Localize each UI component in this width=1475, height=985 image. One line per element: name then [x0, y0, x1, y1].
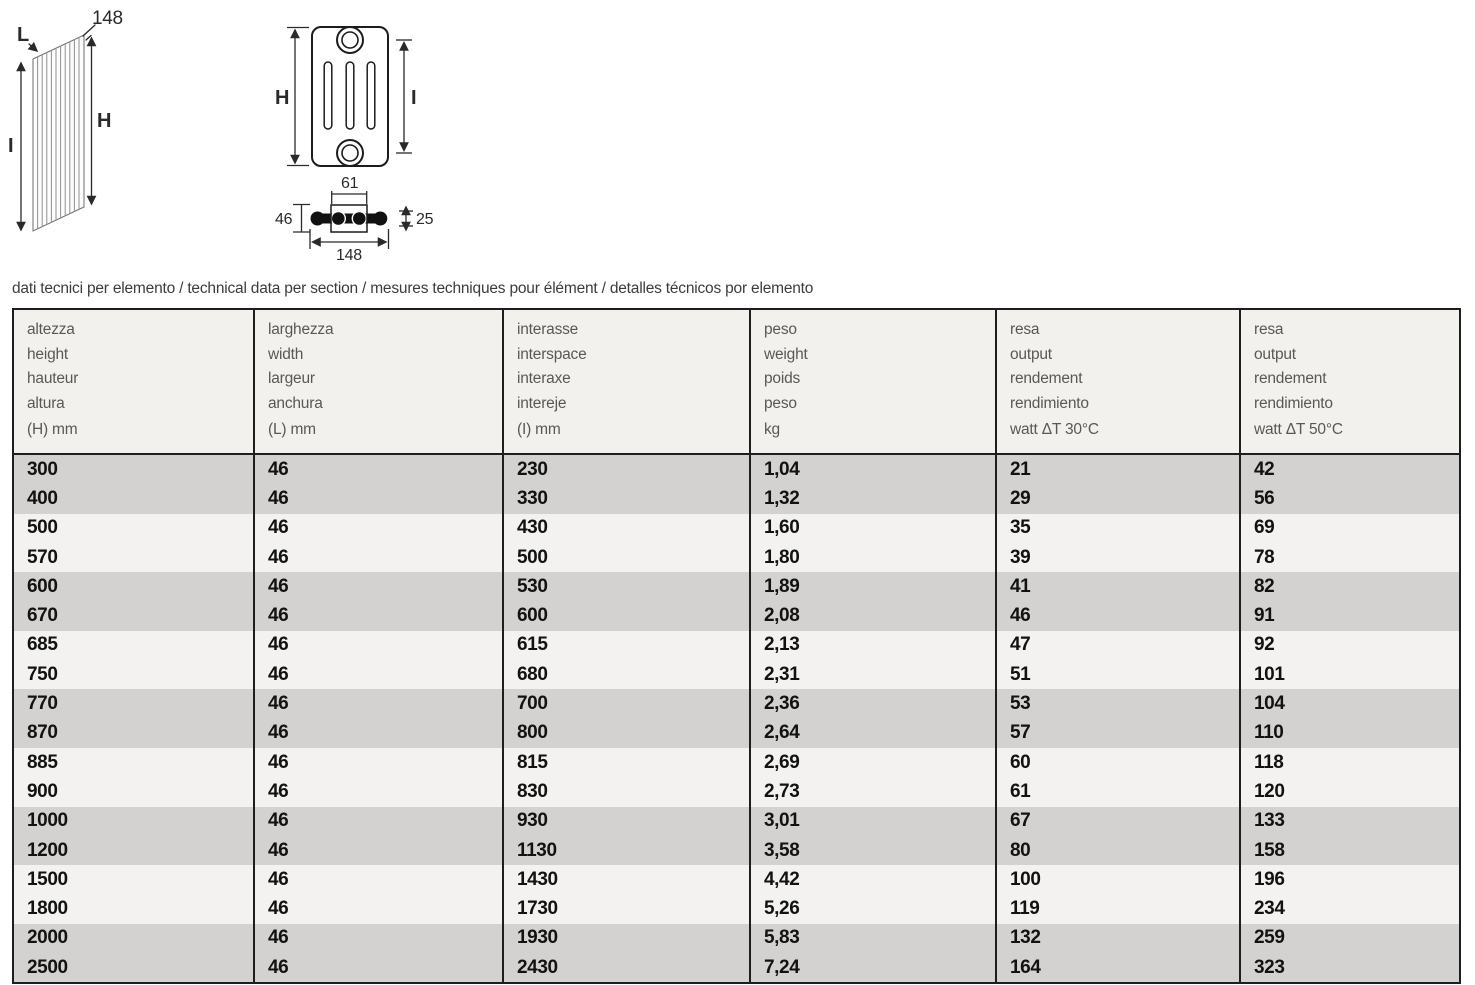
- table-cell: 46: [997, 601, 1241, 630]
- table-cell: 56: [1254, 487, 1275, 509]
- table-cell: 570: [14, 543, 255, 572]
- column-header-output-dt50: [1241, 310, 1459, 453]
- table-cell: 870: [14, 719, 255, 748]
- table-cell: 118: [1254, 751, 1284, 773]
- section-slots: [324, 62, 375, 129]
- table-cell: 750: [14, 660, 255, 689]
- column-label: output: [1254, 345, 1296, 363]
- table-cell: 815: [504, 748, 751, 777]
- table-cell: 530: [504, 572, 751, 601]
- column-label: hauteur: [27, 370, 79, 387]
- table-cell: 615: [504, 631, 751, 660]
- table-cell: 46: [255, 953, 504, 982]
- table-cell: 53: [997, 689, 1241, 718]
- table-cell: 196: [1254, 868, 1285, 890]
- table-cell: 259: [1254, 927, 1285, 949]
- table-cell: 78: [1254, 546, 1275, 568]
- table-cell: 1,04: [751, 455, 997, 484]
- table-cell: 1200: [14, 836, 255, 865]
- table-cell: 51: [997, 660, 1241, 689]
- table-cell: 110: [1254, 722, 1284, 744]
- side-width-dim-label: 148: [92, 8, 123, 29]
- table-cell: 46: [255, 484, 504, 513]
- table-cell: 5,83: [751, 924, 997, 953]
- table-cell: 230: [504, 455, 751, 484]
- table-cell: 685: [14, 631, 255, 660]
- column-label: rendimiento: [1010, 394, 1089, 412]
- radiator-dimension-diagram: [0, 0, 460, 272]
- table-cell: 430: [504, 514, 751, 543]
- table-cell: 2,73: [751, 777, 997, 806]
- table-cell: 700: [504, 689, 751, 718]
- column-label: rendimiento: [1254, 394, 1333, 412]
- table-cell: 100: [997, 865, 1241, 894]
- column-label: peso: [764, 321, 797, 338]
- table-cell: 69: [1254, 517, 1275, 539]
- table-cell: 61: [997, 777, 1241, 806]
- table-row: [14, 807, 1459, 836]
- table-row: [14, 865, 1459, 894]
- table-row: [14, 748, 1459, 777]
- table-cell: 46: [255, 689, 504, 718]
- side-i-label: I: [8, 135, 14, 157]
- column-label: larghezza: [268, 321, 334, 338]
- column-unit: (I) mm: [517, 420, 561, 438]
- table-cell: 21: [997, 455, 1241, 484]
- table-cell: 46: [255, 719, 504, 748]
- column-header-height: [14, 310, 255, 453]
- table-row: [14, 953, 1459, 982]
- table-cell: 46: [255, 924, 504, 953]
- column-label: rendement: [1010, 370, 1083, 387]
- table-cell: 930: [504, 807, 751, 836]
- table-row: [14, 924, 1459, 953]
- table-cell: 830: [504, 777, 751, 806]
- column-label: resa: [1254, 321, 1284, 338]
- column-header-output-dt30: [997, 310, 1241, 453]
- table-cell: 46: [255, 514, 504, 543]
- table-cell: 4,42: [751, 865, 997, 894]
- table-cell: 800: [504, 719, 751, 748]
- table-cell: 1930: [504, 924, 751, 953]
- column-header-width: [255, 310, 504, 453]
- table-row: [14, 689, 1459, 718]
- table-cell: 60: [997, 748, 1241, 777]
- table-header-row: [14, 310, 1459, 455]
- table-cell: 101: [1254, 663, 1285, 685]
- column-unit: (H) mm: [27, 420, 78, 438]
- table-cell: 82: [1254, 575, 1275, 597]
- table-cell: 500: [14, 514, 255, 543]
- cross-section-group: [275, 175, 434, 264]
- table-cell: 46: [255, 777, 504, 806]
- table-cell: 2,13: [751, 631, 997, 660]
- table-cell: 323: [1254, 956, 1285, 978]
- table-cell: 46: [255, 660, 504, 689]
- table-cell: 1,32: [751, 484, 997, 513]
- column-unit: watt ΔT 30°C: [1010, 420, 1099, 438]
- table-cell: 46: [255, 601, 504, 630]
- column-label: interaxe: [517, 370, 571, 387]
- table-row: [14, 660, 1459, 689]
- table-cell: 119: [997, 894, 1241, 923]
- table-row: [14, 601, 1459, 630]
- column-label: poids: [764, 370, 801, 387]
- table-cell: 35: [997, 514, 1241, 543]
- column-label: peso: [764, 394, 797, 412]
- table-cell: 330: [504, 484, 751, 513]
- table-cell: 1,60: [751, 514, 997, 543]
- table-row: [14, 484, 1459, 513]
- table-cell: 770: [14, 689, 255, 718]
- column-label: altura: [27, 394, 65, 412]
- table-cell: 46: [255, 836, 504, 865]
- table-cell: 29: [997, 484, 1241, 513]
- column-label: height: [27, 345, 69, 363]
- column-label: weight: [764, 345, 808, 363]
- table-row: [14, 777, 1459, 806]
- table-cell: 104: [1254, 693, 1285, 715]
- column-label: rendement: [1254, 370, 1327, 387]
- table-cell: 47: [997, 631, 1241, 660]
- technical-data-table: [12, 308, 1461, 984]
- table-row: [14, 719, 1459, 748]
- column-unit: watt ΔT 50°C: [1254, 420, 1343, 438]
- side-h-label: H: [97, 110, 112, 132]
- table-cell: 5,26: [751, 894, 997, 923]
- front-i-label: I: [411, 87, 417, 109]
- column-label: anchura: [268, 394, 323, 412]
- table-row: [14, 836, 1459, 865]
- table-cell: 2,31: [751, 660, 997, 689]
- table-cell: 7,24: [751, 953, 997, 982]
- table-cell: 1800: [14, 894, 255, 923]
- table-row: [14, 894, 1459, 923]
- section-tubes: [311, 212, 388, 226]
- section-width-dim-label: 148: [336, 247, 362, 264]
- column-label: largeur: [268, 370, 315, 387]
- table-cell: 120: [1254, 780, 1285, 802]
- front-h-label: H: [275, 87, 290, 109]
- table-cell: 1500: [14, 865, 255, 894]
- table-cell: 300: [14, 455, 255, 484]
- table-cell: 46: [255, 572, 504, 601]
- table-cell: 1000: [14, 807, 255, 836]
- top-connection-boss: [337, 27, 363, 53]
- front-view-group: [275, 27, 416, 166]
- table-cell: 46: [255, 455, 504, 484]
- column-unit: (L) mm: [268, 420, 316, 438]
- table-cell: 1,80: [751, 543, 997, 572]
- table-body: [14, 455, 1459, 982]
- table-cell: 39: [997, 543, 1241, 572]
- table-cell: 2430: [504, 953, 751, 982]
- column-label: interasse: [517, 321, 579, 338]
- table-cell: 46: [255, 748, 504, 777]
- column-label: resa: [1010, 321, 1040, 338]
- radiator-fins: [33, 35, 84, 231]
- table-cell: 158: [1254, 839, 1285, 861]
- tube-dim-label: 25: [416, 211, 434, 228]
- side-view-group: [8, 8, 123, 231]
- table-cell: 133: [1254, 810, 1285, 832]
- table-cell: 91: [1254, 605, 1275, 627]
- table-cell: 234: [1254, 898, 1285, 920]
- bottom-connection-boss: [337, 140, 363, 166]
- table-cell: 3,01: [751, 807, 997, 836]
- table-cell: 885: [14, 748, 255, 777]
- hub-dim-label: 61: [341, 175, 359, 192]
- table-cell: 67: [997, 807, 1241, 836]
- table-cell: 2,64: [751, 719, 997, 748]
- table-cell: 1730: [504, 894, 751, 923]
- table-cell: 1430: [504, 865, 751, 894]
- table-cell: 600: [504, 601, 751, 630]
- table-cell: 2,36: [751, 689, 997, 718]
- table-cell: 42: [1254, 458, 1275, 480]
- table-cell: 670: [14, 601, 255, 630]
- table-cell: 46: [255, 543, 504, 572]
- table-cell: 1,89: [751, 572, 997, 601]
- column-unit: kg: [764, 420, 780, 438]
- column-label: altezza: [27, 321, 75, 338]
- column-header-weight: [751, 310, 997, 453]
- column-label: interspace: [517, 345, 587, 363]
- column-label: width: [268, 345, 304, 363]
- table-cell: 2,69: [751, 748, 997, 777]
- table-cell: 46: [255, 807, 504, 836]
- table-row: [14, 455, 1459, 484]
- table-cell: 3,58: [751, 836, 997, 865]
- table-cell: 2500: [14, 953, 255, 982]
- table-cell: 80: [997, 836, 1241, 865]
- column-label: output: [1010, 345, 1052, 363]
- table-cell: 680: [504, 660, 751, 689]
- table-cell: 2,08: [751, 601, 997, 630]
- depth-dim-label: 46: [275, 211, 293, 228]
- table-cell: 132: [997, 924, 1241, 953]
- table-cell: 46: [255, 865, 504, 894]
- table-caption: dati tecnici per elemento / technical data per section / mesures techniques pour élément / detalles técnicos por elemento: [12, 280, 814, 297]
- table-row: [14, 514, 1459, 543]
- table-cell: 400: [14, 484, 255, 513]
- table-row: [14, 543, 1459, 572]
- table-cell: 41: [997, 572, 1241, 601]
- table-cell: 164: [997, 953, 1241, 982]
- table-cell: 500: [504, 543, 751, 572]
- table-cell: 46: [255, 631, 504, 660]
- table-row: [14, 631, 1459, 660]
- column-label: intereje: [517, 394, 567, 412]
- table-cell: 92: [1254, 634, 1275, 656]
- column-header-interspace: [504, 310, 751, 453]
- table-cell: 900: [14, 777, 255, 806]
- table-row: [14, 572, 1459, 601]
- table-cell: 600: [14, 572, 255, 601]
- table-cell: 1130: [504, 836, 751, 865]
- side-l-label: L: [17, 24, 29, 46]
- table-cell: 46: [255, 894, 504, 923]
- table-cell: 2000: [14, 924, 255, 953]
- table-cell: 57: [997, 719, 1241, 748]
